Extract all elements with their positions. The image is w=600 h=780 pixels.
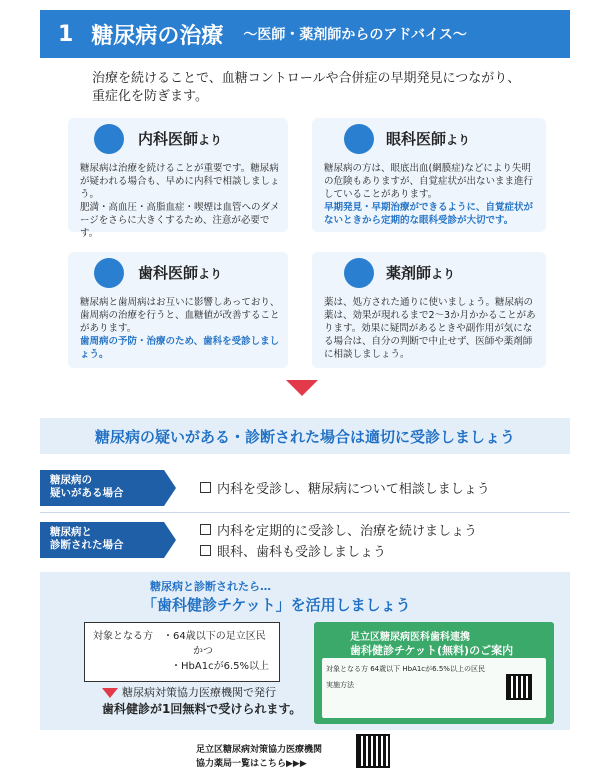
dental-ticket-section xyxy=(40,572,570,730)
section-number: 1 xyxy=(58,21,74,47)
card-body: 糖尿病の方は、眼底出血(網膜症)などにより失明の危険もありますが、自覚症状が出ないまま進行していることがあります。 早期発見・早期治療ができるように、自覚症状がないときから定期的な眼科受診が大切です。 xyxy=(324,163,534,226)
section-subtitle: 〜医師・薬剤師からのアドバイス〜 xyxy=(243,27,467,43)
checkbox-icon xyxy=(200,524,211,535)
free-checkup-note: 歯科健診が1回無料で受けられます。 xyxy=(102,702,302,716)
footer-link[interactable]: 協力薬局一覧はこちら▶▶▶ xyxy=(196,759,307,769)
footer-line1: 足立区糖尿病対策協力医療機関 xyxy=(196,745,323,755)
card-internal-medicine xyxy=(68,118,288,239)
stethoscope-icon xyxy=(94,124,124,154)
divider xyxy=(40,512,570,513)
card-title: 内科医師より xyxy=(138,130,223,148)
checkbox-icon xyxy=(200,545,211,556)
card-title: 薬剤師より xyxy=(386,264,456,282)
checkbox-icon xyxy=(200,482,211,493)
section-title: 糖尿病の治療 xyxy=(91,23,224,49)
ticket-lead: 糖尿病と診断されたら… xyxy=(150,580,271,593)
ticket-headline: 「歯科健診チケット」を活用しましょう xyxy=(142,596,411,614)
tag-diagnosed: 糖尿病と 診断された場合 xyxy=(40,522,164,558)
check-diagnosed-eye-dental: 眼科、歯科も受診しましょう xyxy=(200,541,386,560)
card-body: 糖尿病と歯周病はお互いに影響しあっており、歯周病の治療を行うと、血糖値が改善することがあります。 歯周病の予防・治療のため、歯科を受診しましょう。 xyxy=(80,297,280,360)
qr-code-icon xyxy=(506,674,532,700)
guidance-banner: 糖尿病の疑いがある・診断された場合は適切に受診しましょう xyxy=(40,418,570,454)
check-suspected-internal: 内科を受診し、糖尿病について相談しましょう xyxy=(200,478,490,497)
card-title: 歯科医師より xyxy=(138,264,223,282)
card-dental xyxy=(68,252,288,368)
down-arrow-icon xyxy=(102,688,118,698)
qr-code-icon[interactable] xyxy=(356,734,390,768)
tag-suspected: 糖尿病の 疑いがある場合 xyxy=(40,470,164,506)
section-header xyxy=(40,10,570,58)
card-pharmacy xyxy=(312,252,546,368)
issue-note: 糖尿病対策協力医療機関で発行 xyxy=(122,686,276,699)
target-box: 対象となる方 ・64歳以下の足立区民 かつ ・HbA1cが6.5%以上 xyxy=(84,622,280,682)
check-diagnosed-internal: 内科を定期的に受診し、治療を続けましょう xyxy=(200,520,477,539)
eye-icon xyxy=(344,124,374,154)
card-ophthalmology xyxy=(312,118,546,232)
card-body: 薬は、処方された通りに使いましょう。糖尿病の薬は、効果が現れるまで2〜3か月かかることがあります。効果に疑問があるときや副作用が気になる場合は、自分の判断で中止せず、医師や薬剤師に相談しましょう。 xyxy=(324,297,536,360)
down-arrow-icon xyxy=(286,380,318,396)
tooth-icon xyxy=(94,258,124,288)
card-title: 眼科医師より xyxy=(386,130,471,148)
card-body: 糖尿病は治療を続けることが重要です。糖尿病が疑われる場合も、早めに内科で相談しましょう。 肥満・高血圧・高脂血症・喫煙は血管へのダメージをさらに大きくするため、注意が必要です。 xyxy=(80,163,280,239)
prescription-icon xyxy=(344,258,374,288)
intro-text: 治療を続けることで、血糖コントロールや合併症の早期発見につながり、 重症化を防ぎます。 xyxy=(92,71,521,104)
ticket-image: 足立区糖尿病医科歯科連携 歯科健診チケット(無料)のご案内 対象となる方 64歳以下 HbA1cが6.5%以上の区民 実施方法 xyxy=(314,622,554,724)
